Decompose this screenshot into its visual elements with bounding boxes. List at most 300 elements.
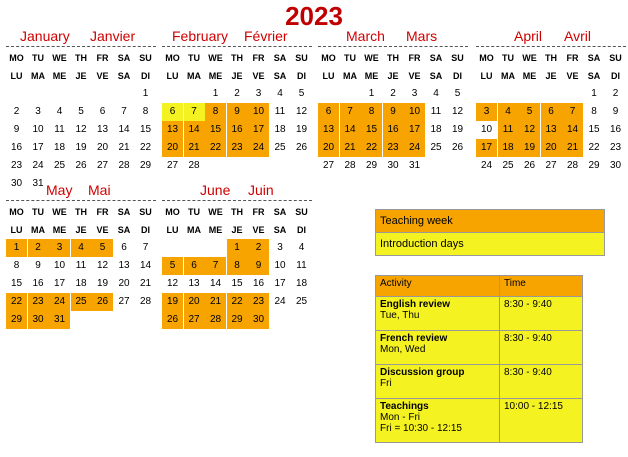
day-cell: 30 — [248, 311, 269, 329]
day-cell: 7 — [184, 103, 205, 121]
weekday-header-en: FR — [408, 53, 421, 63]
weekday-header-en: TH — [231, 53, 243, 63]
month-january — [6, 28, 158, 189]
schedule-header-activity: Activity — [376, 276, 500, 297]
day-cell: 18 — [274, 124, 286, 135]
day-cell: 12 — [451, 106, 464, 117]
day-cell: 18 — [498, 139, 519, 157]
weekday-header-fr: DI — [297, 225, 306, 235]
day-cell: 2 — [234, 88, 240, 99]
weekday-header-fr: SA — [273, 225, 287, 235]
divider — [162, 200, 312, 201]
weekday-header-en: TH — [387, 53, 399, 63]
day-cell: 28 — [205, 311, 226, 329]
weekday-header-fr: SA — [587, 71, 601, 81]
schedule-time: 10:00 - 12:15 — [500, 399, 583, 443]
day-cell: 20 — [318, 139, 339, 157]
day-cell: 27 — [545, 160, 557, 171]
day-cell: 25 — [71, 293, 92, 311]
day-cell: 24 — [480, 160, 493, 171]
weekday-header-en: TH — [231, 207, 243, 217]
day-cell: 13 — [318, 121, 339, 139]
weekday-header-fr: LU — [480, 71, 493, 81]
weekday-header-fr: VE — [252, 225, 265, 235]
day-cell: 3 — [476, 103, 497, 121]
day-cell: 15 — [205, 121, 226, 139]
day-cell: 22 — [227, 293, 248, 311]
day-cell: 28 — [139, 296, 152, 307]
weekday-header-fr: ME — [208, 225, 223, 235]
day-cell: 4 — [498, 103, 519, 121]
day-cell: 25 — [274, 142, 286, 153]
day-cell: 20 — [162, 139, 183, 157]
day-cell: 22 — [6, 293, 27, 311]
weekday-header-en: WE — [52, 207, 67, 217]
legend-intro: Introduction days — [376, 233, 604, 255]
day-cell: 20 — [118, 278, 130, 289]
weekday-header-fr: JE — [545, 71, 557, 81]
day-cell: 24 — [32, 160, 44, 171]
day-cell: 30 — [609, 160, 622, 171]
day-cell: 6 — [184, 257, 205, 275]
weekday-header-fr: ME — [52, 225, 67, 235]
day-cell: 7 — [562, 103, 583, 121]
day-cell: 11 — [274, 106, 286, 117]
month-title-en: June — [200, 182, 231, 198]
weekday-header-fr: JE — [75, 71, 87, 81]
day-cell: 30 — [387, 160, 399, 171]
divider — [6, 46, 156, 47]
day-cell: 9 — [227, 103, 248, 121]
day-cell: 17 — [404, 121, 425, 139]
day-cell: 14 — [340, 121, 361, 139]
weekday-header-en: SA — [117, 53, 131, 63]
day-cell: 11 — [296, 260, 307, 271]
day-cell: 9 — [35, 260, 41, 271]
day-cell: 28 — [566, 160, 579, 171]
month-title-en: February — [172, 28, 229, 44]
day-cell: 26 — [75, 160, 87, 171]
day-cell: 21 — [562, 139, 583, 157]
schedule-table — [375, 275, 583, 443]
weekday-header-en: WE — [364, 53, 379, 63]
day-cell: 6 — [99, 106, 106, 117]
weekday-header-en: MO — [9, 207, 24, 217]
weekday-header-fr: VE — [96, 225, 109, 235]
weekday-header-en: WE — [522, 53, 537, 63]
day-cell: 18 — [53, 142, 66, 153]
day-cell: 22 — [588, 142, 600, 153]
day-cell: 15 — [10, 278, 23, 289]
weekday-header-en: TU — [32, 53, 44, 63]
weekday-header-en: FR — [252, 207, 265, 217]
weekday-header-fr: DI — [453, 71, 462, 81]
weekday-header-en: WE — [208, 207, 223, 217]
day-cell: 26 — [162, 311, 183, 329]
weekday-header-en: TU — [344, 53, 356, 63]
weekday-header-fr: LU — [10, 225, 23, 235]
day-cell: 27 — [184, 311, 205, 329]
day-cell: 31 — [32, 178, 44, 189]
day-cell: 29 — [6, 311, 27, 329]
day-cell: 4 — [56, 106, 63, 117]
day-cell: 17 — [32, 142, 44, 153]
weekday-header-fr: VE — [408, 71, 421, 81]
weekday-header-en: SU — [295, 207, 308, 217]
day-cell: 20 — [184, 293, 205, 311]
weekday-header-fr: LU — [10, 71, 23, 81]
weekday-header-fr: SA — [429, 71, 443, 81]
month-title-en: March — [346, 28, 385, 44]
day-cell: 17 — [476, 139, 497, 157]
month-title-fr: Avril — [564, 28, 591, 44]
day-cell: 19 — [96, 278, 109, 289]
month-title-en: January — [20, 28, 70, 44]
day-cell: 15 — [361, 121, 382, 139]
day-cell: 6 — [121, 242, 127, 253]
day-cell: 5 — [519, 103, 540, 121]
schedule-activity: Teachings Mon - Fri Fri = 10:30 - 12:15 — [376, 399, 500, 443]
day-cell: 7 — [142, 242, 149, 253]
day-cell: 15 — [231, 278, 243, 289]
day-cell: 27 — [166, 160, 179, 171]
weekday-header-fr: DI — [141, 225, 150, 235]
divider — [162, 46, 312, 47]
day-cell: 16 — [252, 278, 265, 289]
day-cell: 25 — [502, 160, 514, 171]
day-cell: 26 — [92, 293, 113, 311]
weekday-header-en: SA — [117, 207, 131, 217]
weekday-header-fr: SA — [117, 225, 131, 235]
day-cell: 28 — [188, 160, 200, 171]
day-cell: 11 — [430, 106, 442, 117]
schedule-time: 8:30 - 9:40 — [500, 331, 583, 365]
weekday-header-fr: MA — [501, 71, 515, 81]
day-cell: 30 — [10, 178, 23, 189]
day-cell: 2 — [612, 88, 619, 99]
weekday-header-en: TH — [75, 53, 87, 63]
weekday-header-fr: LU — [322, 71, 335, 81]
weekday-header-fr: MA — [31, 225, 45, 235]
day-cell: 4 — [433, 88, 439, 99]
day-cell: 27 — [118, 296, 130, 307]
day-cell: 1 — [142, 88, 149, 99]
day-cell: 3 — [35, 106, 41, 117]
legend-teaching: Teaching week — [376, 210, 604, 233]
day-cell: 3 — [49, 239, 70, 257]
weekday-header-fr: DI — [297, 71, 306, 81]
weekday-header-en: TH — [75, 207, 87, 217]
weekday-header-fr: ME — [522, 71, 537, 81]
month-march — [318, 28, 470, 178]
weekday-header-en: SA — [273, 53, 287, 63]
weekday-header-en: WE — [208, 53, 223, 63]
weekday-header-en: TU — [32, 207, 44, 217]
day-cell: 8 — [361, 103, 382, 121]
weekday-header-en: FR — [96, 207, 109, 217]
day-cell: 20 — [96, 142, 109, 153]
day-cell: 21 — [184, 139, 205, 157]
schedule-activity: English review Tue, Thu — [376, 297, 500, 331]
weekday-header-en: SA — [273, 207, 287, 217]
day-cell: 8 — [227, 257, 248, 275]
day-cell: 26 — [523, 160, 536, 171]
day-cell: 12 — [96, 260, 109, 271]
weekday-header-en: TU — [188, 207, 200, 217]
day-cell: 31 — [408, 160, 421, 171]
day-cell: 9 — [383, 103, 404, 121]
day-cell: 10 — [248, 103, 269, 121]
day-cell: 16 — [32, 278, 44, 289]
day-cell: 12 — [519, 121, 540, 139]
weekday-header-fr: DI — [611, 71, 620, 81]
weekday-header-fr: VE — [566, 71, 579, 81]
day-cell: 10 — [32, 124, 44, 135]
day-cell: 19 — [75, 142, 87, 153]
day-cell: 5 — [298, 88, 305, 99]
weekday-header-en: FR — [252, 53, 265, 63]
weekday-header-fr: ME — [364, 71, 379, 81]
day-cell: 11 — [54, 124, 65, 135]
day-cell: 21 — [118, 142, 130, 153]
weekday-header-en: MO — [479, 53, 494, 63]
day-cell: 11 — [498, 121, 519, 139]
day-cell: 8 — [591, 106, 597, 117]
day-cell: 15 — [588, 124, 600, 135]
day-cell: 19 — [519, 139, 540, 157]
day-cell: 3 — [411, 88, 418, 99]
day-cell: 5 — [454, 88, 461, 99]
divider — [6, 200, 156, 201]
weekday-header-fr: MA — [187, 225, 201, 235]
day-cell: 16 — [609, 124, 622, 135]
day-cell: 1 — [6, 239, 27, 257]
weekday-header-en: SU — [139, 207, 152, 217]
day-cell: 15 — [139, 124, 152, 135]
day-cell: 19 — [162, 293, 183, 311]
day-cell: 6 — [318, 103, 339, 121]
month-title-en: May — [46, 182, 73, 198]
day-cell: 13 — [162, 121, 183, 139]
weekday-header-fr: JE — [387, 71, 399, 81]
weekday-header-en: MO — [9, 53, 24, 63]
day-cell: 16 — [383, 121, 404, 139]
day-cell: 5 — [162, 257, 183, 275]
day-cell: 13 — [96, 124, 109, 135]
day-cell: 25 — [53, 160, 66, 171]
day-cell: 4 — [277, 88, 283, 99]
day-cell: 13 — [188, 278, 200, 289]
day-cell: 26 — [451, 142, 464, 153]
day-cell: 10 — [274, 260, 286, 271]
weekday-header-en: SA — [429, 53, 443, 63]
day-cell: 23 — [248, 293, 269, 311]
day-cell: 4 — [298, 242, 305, 253]
day-cell: 21 — [340, 139, 361, 157]
day-cell: 7 — [340, 103, 361, 121]
day-cell: 29 — [588, 160, 600, 171]
weekday-header-en: TU — [502, 53, 514, 63]
day-cell: 5 — [92, 239, 113, 257]
month-title-fr: Mai — [88, 182, 111, 198]
day-cell: 17 — [53, 278, 66, 289]
schedule-activity: Discussion group Fri — [376, 365, 500, 399]
day-cell: 3 — [255, 88, 262, 99]
day-cell: 29 — [227, 311, 248, 329]
weekday-header-fr: LU — [166, 71, 179, 81]
day-cell: 27 — [96, 160, 109, 171]
day-cell: 12 — [295, 106, 308, 117]
day-cell: 14 — [118, 124, 130, 135]
weekday-header-en: TU — [188, 53, 200, 63]
day-cell: 24 — [404, 139, 425, 157]
day-cell: 5 — [78, 106, 84, 117]
day-cell: 10 — [480, 124, 493, 135]
day-cell: 14 — [209, 278, 222, 289]
weekday-header-fr: JE — [231, 71, 243, 81]
weekday-header-fr: ME — [52, 71, 67, 81]
day-cell: 25 — [295, 296, 308, 307]
weekday-header-fr: MA — [31, 71, 45, 81]
day-cell: 13 — [118, 260, 130, 271]
day-cell: 12 — [166, 278, 179, 289]
day-cell: 9 — [248, 257, 269, 275]
day-cell: 19 — [295, 124, 308, 135]
day-cell: 23 — [10, 160, 23, 171]
month-title-fr: Janvier — [90, 28, 136, 44]
day-cell: 22 — [139, 142, 152, 153]
weekday-header-fr: JE — [75, 225, 87, 235]
weekday-header-en: FR — [96, 53, 109, 63]
day-cell: 18 — [430, 124, 442, 135]
day-cell: 23 — [609, 142, 622, 153]
day-cell: 8 — [205, 103, 226, 121]
day-cell: 16 — [10, 142, 23, 153]
month-june — [162, 182, 314, 332]
weekday-header-en: SU — [295, 53, 308, 63]
weekday-header-en: MO — [165, 207, 180, 217]
day-cell: 3 — [277, 242, 283, 253]
day-cell: 17 — [248, 121, 269, 139]
day-cell: 25 — [430, 142, 442, 153]
day-cell: 11 — [75, 260, 87, 271]
weekday-header-fr: MA — [343, 71, 357, 81]
weekday-header-en: SU — [609, 53, 622, 63]
day-cell: 14 — [139, 260, 152, 271]
weekday-header-fr: LU — [166, 225, 179, 235]
day-cell: 1 — [591, 88, 597, 99]
day-cell: 6 — [541, 103, 562, 121]
weekday-header-fr: SA — [273, 71, 287, 81]
day-cell: 18 — [75, 278, 87, 289]
divider — [476, 46, 626, 47]
weekday-header-fr: ME — [208, 71, 223, 81]
day-cell: 29 — [139, 160, 152, 171]
day-cell: 2 — [248, 239, 269, 257]
weekday-header-fr: JE — [231, 225, 243, 235]
day-cell: 8 — [13, 260, 20, 271]
weekday-header-en: WE — [52, 53, 67, 63]
weekday-header-fr: DI — [141, 71, 150, 81]
day-cell: 24 — [274, 296, 286, 307]
day-cell: 9 — [13, 124, 20, 135]
day-cell: 17 — [274, 278, 286, 289]
day-cell: 12 — [75, 124, 87, 135]
weekday-header-fr: VE — [96, 71, 109, 81]
weekday-header-fr: MA — [187, 71, 201, 81]
day-cell: 2 — [390, 88, 396, 99]
day-cell: 23 — [227, 139, 248, 157]
month-title-fr: Mars — [406, 28, 438, 44]
month-title-fr: Février — [244, 28, 288, 44]
month-title-en: April — [514, 28, 543, 44]
day-cell: 2 — [13, 106, 20, 117]
day-cell: 20 — [541, 139, 562, 157]
day-cell: 23 — [383, 139, 404, 157]
weekday-header-en: MO — [321, 53, 336, 63]
day-cell: 30 — [28, 311, 49, 329]
weekday-header-en: MO — [165, 53, 180, 63]
schedule-activity: French review Mon, Wed — [376, 331, 500, 365]
day-cell: 28 — [344, 160, 356, 171]
month-february — [162, 28, 314, 178]
day-cell: 29 — [365, 160, 378, 171]
day-cell: 1 — [368, 88, 375, 99]
day-cell: 2 — [28, 239, 49, 257]
divider — [318, 46, 468, 47]
weekday-header-en: SU — [139, 53, 152, 63]
day-cell: 31 — [49, 311, 70, 329]
weekday-header-en: TH — [545, 53, 557, 63]
day-cell: 22 — [205, 139, 226, 157]
day-cell: 1 — [212, 88, 219, 99]
weekday-header-fr: SA — [117, 71, 131, 81]
weekday-header-en: FR — [566, 53, 579, 63]
day-cell: 8 — [142, 106, 149, 117]
day-cell: 1 — [227, 239, 248, 257]
day-cell: 7 — [205, 257, 226, 275]
schedule-time: 8:30 - 9:40 — [500, 297, 583, 331]
month-may — [6, 182, 158, 332]
day-cell: 14 — [562, 121, 583, 139]
weekday-header-fr: VE — [252, 71, 265, 81]
day-cell: 22 — [361, 139, 382, 157]
day-cell: 10 — [404, 103, 425, 121]
day-cell: 6 — [162, 103, 183, 121]
day-cell: 10 — [53, 260, 66, 271]
day-cell: 21 — [139, 278, 152, 289]
month-title-fr: Juin — [248, 182, 274, 198]
day-cell: 28 — [118, 160, 130, 171]
schedule-time: 8:30 - 9:40 — [500, 365, 583, 399]
year-title: 2023 — [285, 1, 343, 31]
month-april — [476, 28, 628, 178]
schedule-header-time: Time — [500, 276, 583, 297]
day-cell: 14 — [184, 121, 205, 139]
day-cell: 23 — [28, 293, 49, 311]
day-cell: 27 — [322, 160, 335, 171]
weekday-header-en: SU — [451, 53, 464, 63]
day-cell: 9 — [612, 106, 619, 117]
day-cell: 19 — [451, 124, 464, 135]
day-cell: 4 — [71, 239, 92, 257]
day-cell: 18 — [295, 278, 308, 289]
day-cell: 21 — [205, 293, 226, 311]
day-cell: 24 — [248, 139, 269, 157]
day-cell: 7 — [121, 106, 127, 117]
day-cell: 16 — [227, 121, 248, 139]
day-cell: 13 — [541, 121, 562, 139]
